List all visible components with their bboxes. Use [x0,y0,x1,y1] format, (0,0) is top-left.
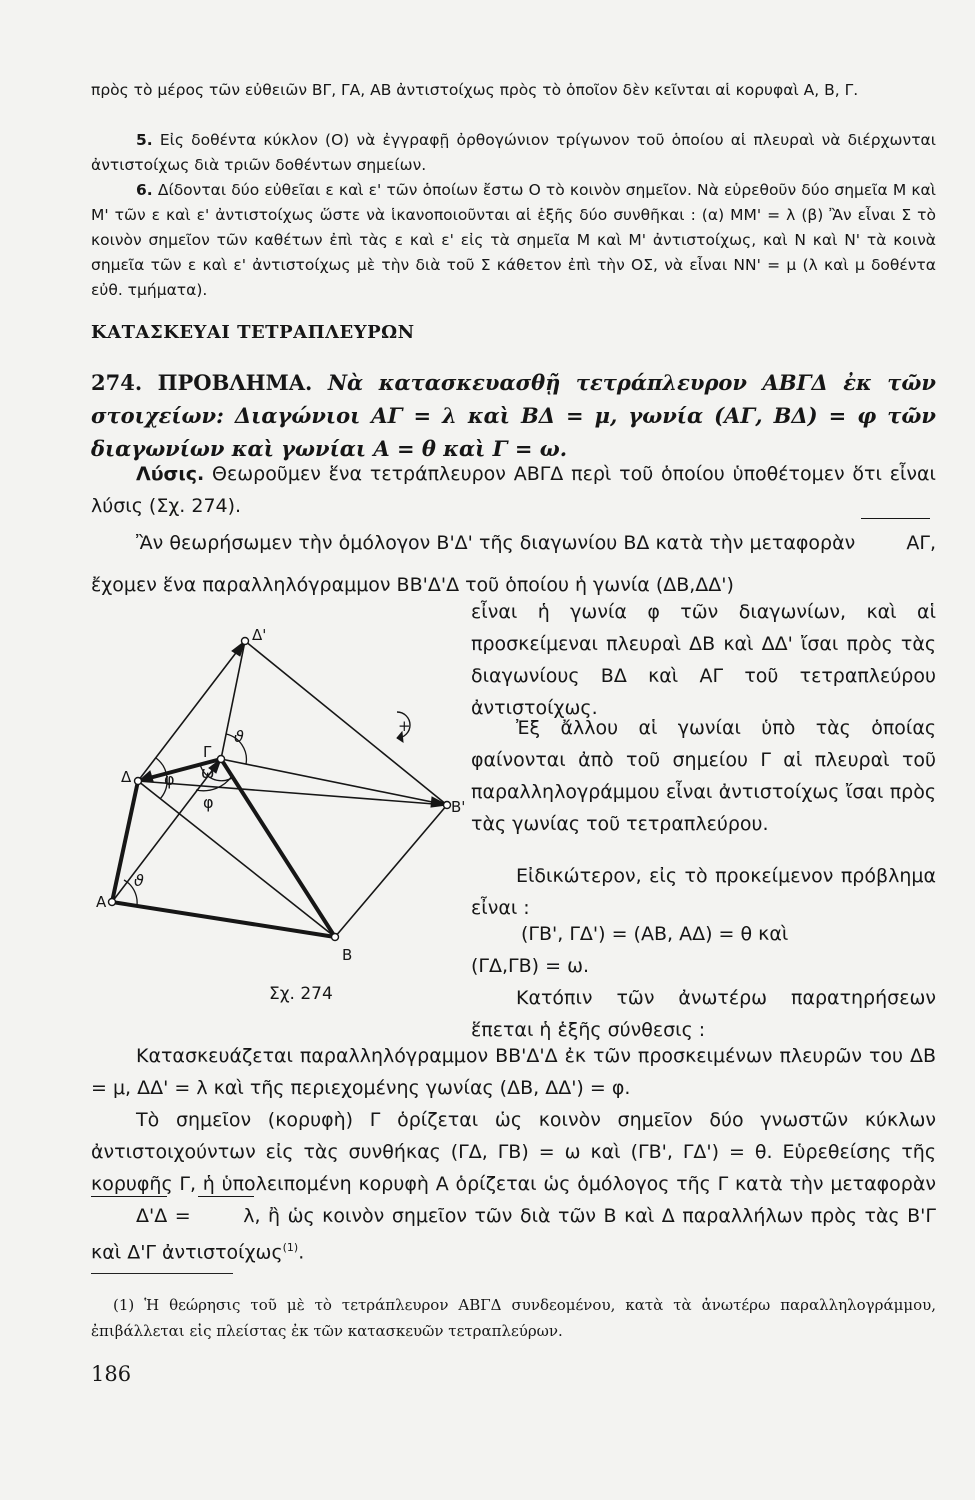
section-title: ΚΑΤΑΣΚΕΥΑΙ ΤΕΤΡΑΠΛΕΥΡΩΝ [91,322,415,343]
label-phi-D: φ [164,770,175,789]
solution-paragraph-1 [91,458,936,522]
problem-heading: 274. ΠΡΟΒΛΗΜΑ. [91,370,313,395]
segment-GBp [221,759,447,805]
problem-text: Νὰ κατασκευασθῇ τετράπλευρον ΑΒΓΔ ἐκ τῶν στοιχείων: Διαγώνιοι ΑΓ = λ καὶ ΒΔ = μ, γωνία (ΑΓ, ΒΔ) = φ τῶν διαγωνίων καὶ γωνίαι Α = θ καὶ Γ = ω. [91,370,936,461]
synthesis-p2-end: , ἢ ὡς κοινὸν σημεῖον τῶν διὰ τῶν Β καὶ Δ παραλλήλων πρὸς τὰς Β'Γ καὶ Δ'Γ ἀντιστοίχως [91,1205,936,1264]
label-A: Α [96,893,107,911]
problem-statement [91,366,936,465]
equation-1: (ΓΒ', ΓΔ') = (ΑΒ, ΑΔ) = θ καὶ [521,923,789,945]
label-Dp: Δ' [252,626,267,644]
continued-text: πρὸς τὸ μέρος τῶν εὐθειῶν ΒΓ, ΓΑ, ΑΒ ἀντιστοίχως πρὸς τὸ ὁποῖον δὲν κεῖνται αἱ κορυφαὶ Α, Β, Γ. [91,81,859,99]
label-theta-A: ϑ [134,871,144,890]
label-phi-G: φ [203,793,214,812]
right-column-text-1: εἶναι ἡ γωνία φ τῶν διαγωνίων, καὶ αἱ προσκείμεναι πλευραὶ ΔΒ καὶ ΔΔ' ἴσαι πρὸς τὰς διαγωνίους ΒΔ καὶ ΑΓ τοῦ τετραπλεύρου ἀντιστοίχως. [471,601,936,719]
page-number: 186 [91,1362,132,1386]
solution-p2-start: Ἂν θεωρήσωμεν τὴν ὁμόλογον Β'Δ' τῆς διαγωνίου ΒΔ κατὰ τὴν μεταφορὰν [136,532,856,554]
diagonal-DB [138,781,335,937]
synthesis-paragraph-1: Κατασκευάζεται παραλληλόγραμμον ΒΒ'Δ'Δ ἐκ τῶν προσκειμένων πλευρῶν του ΔΒ = μ, ΔΔ' = λ καὶ τῆς περιεχομένης γωνίας (ΔΒ, ΔΔ') = φ. [91,1045,936,1099]
exercise-5-number: 5. [136,131,153,149]
exercise-6-text: Δίδονται δύο εὐθεῖαι ε καὶ ε' τῶν ὁποίων ἔστω Ο τὸ κοινὸν σημεῖον. Νὰ εὑρεθοῦν δύο σημεῖα Μ καὶ Μ' τῶν ε καὶ ε' ἀντιστοίχως ὥστε νὰ ἱκανοποιοῦνται αἱ ἑξῆς δύο συνθῆκαι : (α) ΜΜ' = λ (β) Ἂν εἶναι Σ τὸ κοινὸν σημεῖον τῶν καθέτων ἐπὶ τὰς ε καὶ ε' εἰς τὰ σημεῖα Μ καὶ Μ' ἀντιστοίχως, καὶ Ν καὶ Ν' τὰ κοινὰ σημεῖα τῶν ε καὶ ε' ἀντιστοίχως μὲ τὴν διὰ τοῦ Σ κάθετον ἐπὶ τὴν ΟΣ, νὰ εἶναι ΝΝ' = μ (λ καὶ μ δοθέντα εὐθ. τμήματα). [91,181,936,299]
synthesis-p2-tail: . [298,1241,305,1264]
equation-2: (ΓΔ,ΓΒ) = ω. [471,955,590,977]
figure-caption: Σχ. 274 [269,984,333,1004]
vector-AG: ΑΓ [861,522,930,564]
label-B: Β [342,946,353,964]
point-Dp [242,638,249,645]
solution-paragraph-2 [91,522,936,606]
right-column-text-3: Εἰδικώτερον, εἰς τὸ προκείμενον πρόβλημα εἶναι : [471,865,936,919]
solution-p1-text: Θεωροῦμεν ἕνα τετράπλευρον ΑΒΓΔ περὶ τοῦ ὁποίου ὑποθέτομεν ὅτι εἶναι λύσις (Σχ. 274). [91,463,936,517]
label-omega: ω [201,763,215,782]
label-G: Γ [203,743,212,761]
point-G [218,756,225,763]
synthesis-p2-start: Τὸ σημεῖον (κορυφὴ) Γ ὁρίζεται ὡς κοινὸν σημεῖον δύο γνωστῶν κύκλων ἀντιστοιχούντων εἰς τὰς συνθήκας (ΓΔ, ΓΒ) = ω καὶ (ΓΒ', ΓΔ') = θ. Εὑρεθείσης τῆς κορυφῆς Γ, ἡ ὑπολειπομένη κορυφὴ Α ὁρίζεται ὡς ὁμόλογος τῆς Γ κατὰ τὴν μεταφορὰν [91,1109,936,1195]
exercise-6-number: 6. [136,181,153,199]
right-column-text-2: Ἐξ ἄλλου αἱ γωνίαι ὑπὸ τὰς ὁποίας φαίνονται ἀπὸ τοῦ σημείου Γ αἱ πλευραὶ τοῦ παραλληλογράμμου εἶναι ἀντιστοίχως ἴσαι πρὸς τὰς γωνίας τοῦ τετραπλεύρου. [471,717,936,835]
point-A [109,899,116,906]
point-Bp [444,802,451,809]
point-B [332,934,339,941]
exercise-5 [91,128,936,178]
label-plus: + [398,717,411,735]
point-D [135,778,142,785]
figure-274 [95,616,465,976]
segment-DpBp [245,641,447,805]
footnote-reference[interactable]: (1) [282,1241,299,1254]
segment-DBp [138,781,447,805]
synthesis-equals: = [167,1205,199,1227]
side-AB [112,902,335,937]
label-Bp: Β' [451,798,465,816]
side-GB [221,759,335,937]
exercise-6 [91,178,936,303]
exercise-5-text: Εἰς δοθέντα κύκλον (Ο) νὰ ἐγγραφῇ ὀρθογώνιον τρίγωνον τοῦ ὁποίου αἱ πλευραὶ νὰ διέρχωνται ἀντιστοίχως διὰ τριῶν δοθέντων σημείων. [91,131,936,174]
footnote: (1) Ἡ θεώρησις τοῦ μὲ τὸ τετράπλευρον ΑΒΓΔ συνδεομένου, κατὰ τὰ ἀνωτέρω παραλληλογράμμου, ἐπιβάλλεται εἰς πλείστας ἐκ τῶν κατασκευῶν τετραπλεύρων. [91,1296,936,1340]
label-D: Δ [121,768,132,786]
solution-label: Λύσις. [136,463,205,485]
right-column-text-4: Κατόπιν τῶν ἀνωτέρω παρατηρήσεων ἕπεται ἡ ἑξῆς σύνθεσις : [471,987,936,1041]
footnote-rule [91,1273,233,1274]
segment-BBp [335,805,447,937]
vector-lambda: λ [198,1200,254,1232]
solution-p2-end: , ἔχομεν ἕνα παραλληλόγραμμον ΒΒ'Δ'Δ τοῦ ὁποίου ἡ γωνία (ΔΒ,ΔΔ') [91,532,936,596]
synthesis-paragraph-2 [91,1104,936,1268]
vector-DpD: Δ'Δ [91,1200,167,1232]
label-theta-G: ϑ [234,727,244,746]
